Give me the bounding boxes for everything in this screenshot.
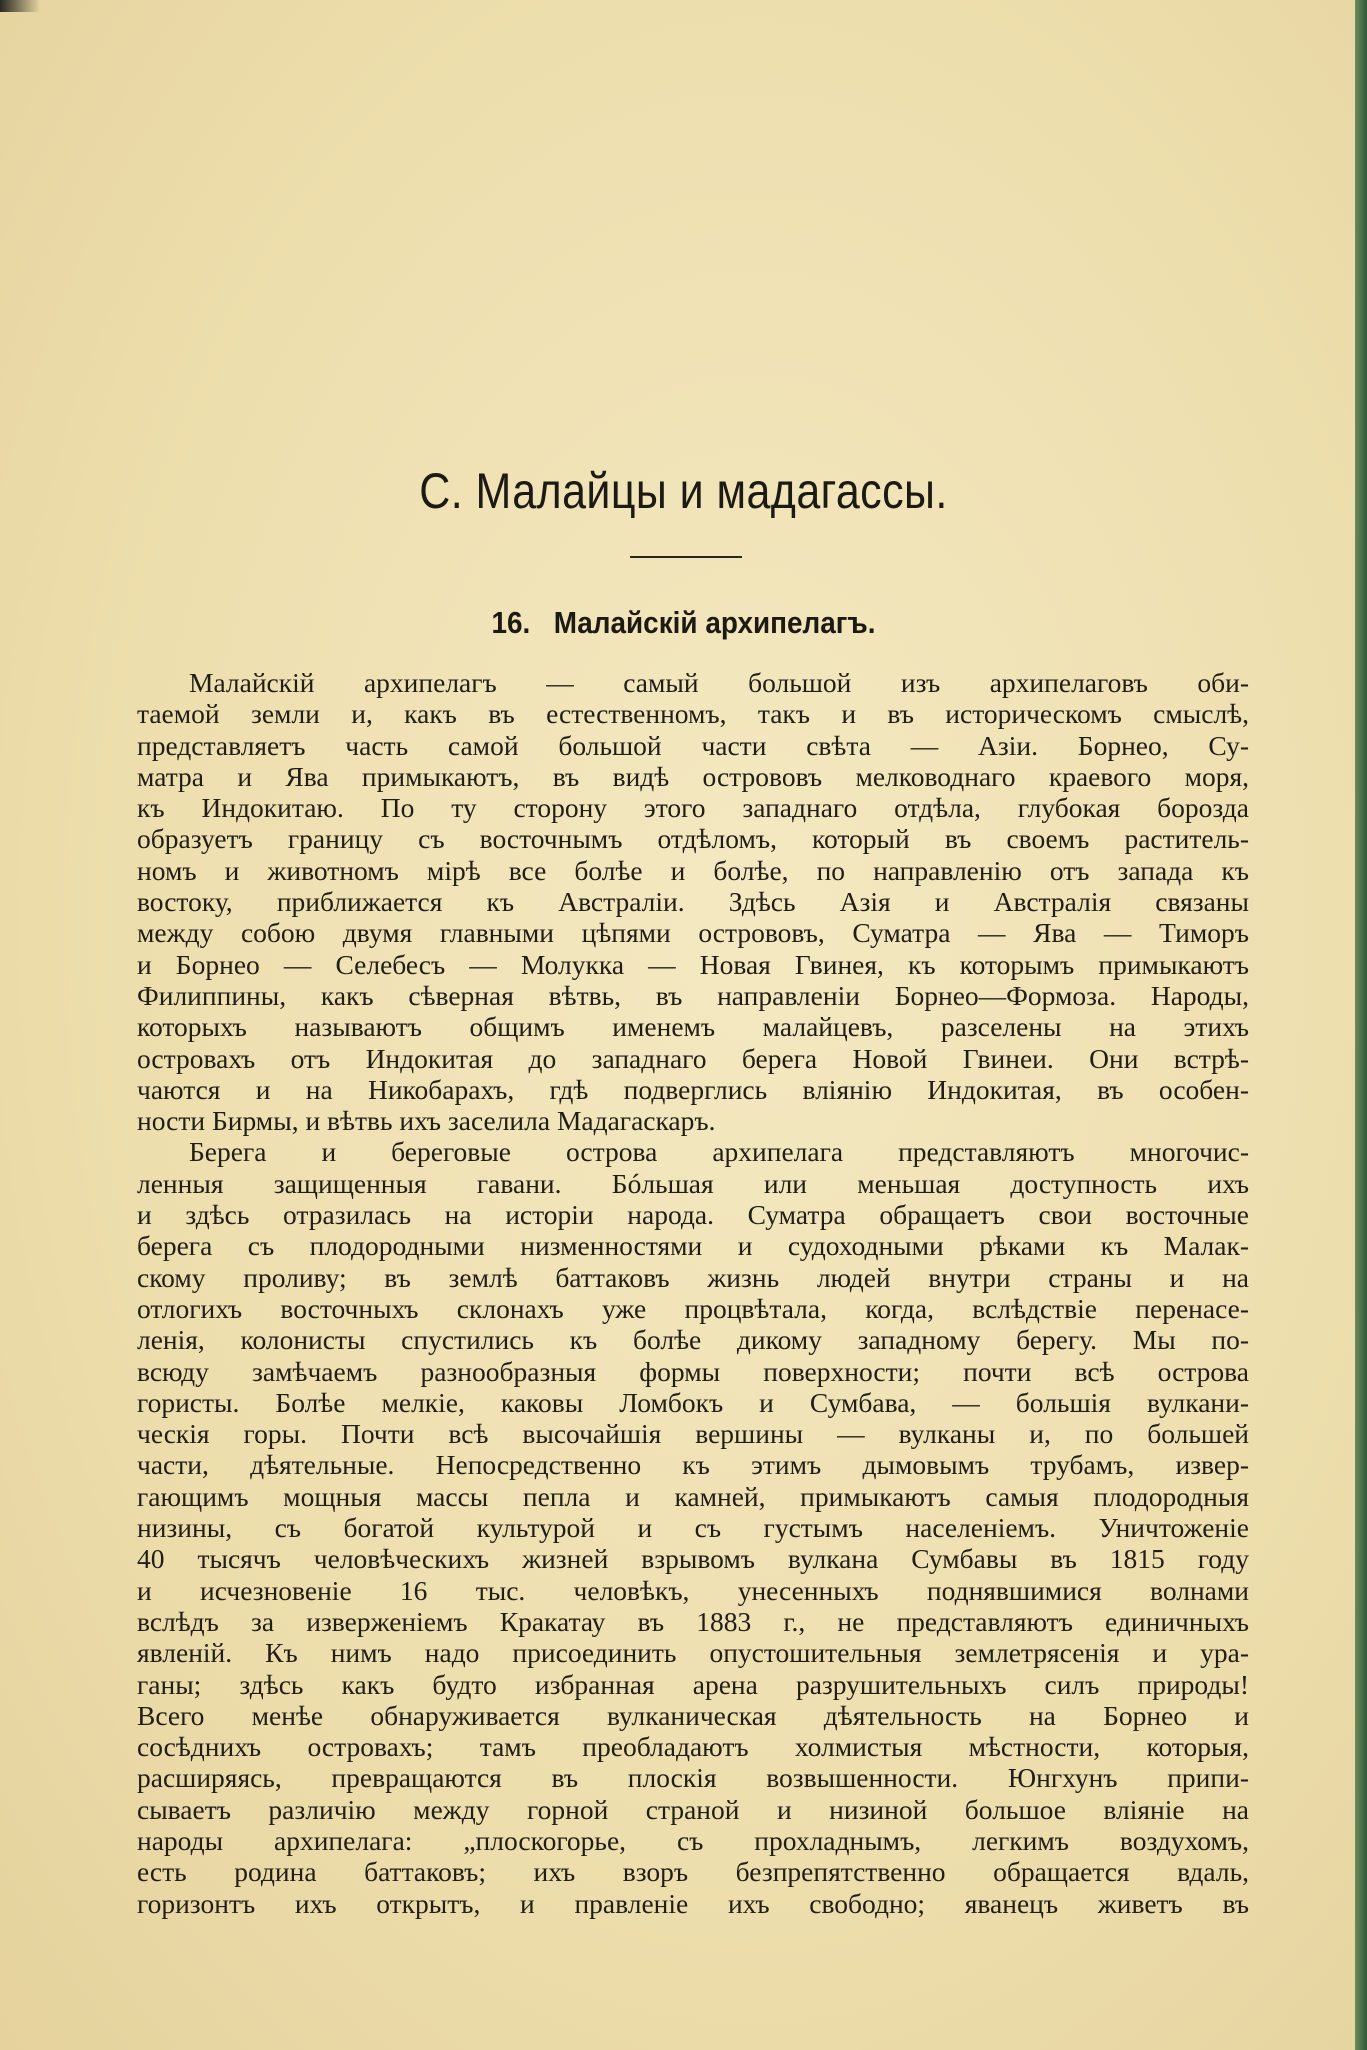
text-line: представляетъ часть самой большой части свѣта — Азiи. Борнео, Су- xyxy=(137,729,1249,761)
text-line: вслѣдъ за изверженiемъ Кракатау въ 1883 г., не представляютъ единичныхъ xyxy=(137,1605,1249,1637)
text-line: ленныя защищенныя гавани. Бóльшая или меньшая доступность ихъ xyxy=(137,1167,1249,1199)
text-line: чаются и на Никобарахъ, гдѣ подверглись влiянiю Индокитая, въ особен- xyxy=(137,1073,1249,1105)
paragraph-1 xyxy=(137,667,1249,1136)
section-title: C. Малайцы и мадагассы. xyxy=(419,463,948,519)
text-line: расширяясь, превращаются въ плоскiя возвышенности. Юнгхунъ припи- xyxy=(137,1762,1249,1794)
text-line: ганы; здѣсь какъ будто избранная арена разрушительныхъ силъ природы! xyxy=(137,1668,1249,1700)
paragraph-2 xyxy=(137,1136,1249,1918)
text-line: Малайскiй архипелагъ — самый большой изъ архипелаговъ оби- xyxy=(189,667,1249,698)
text-line: берега съ плодородными низменностями и судоходными рѣками къ Малак- xyxy=(137,1230,1249,1262)
text-line: сываетъ различiю между горной страной и низиной большое влiянiе на xyxy=(137,1793,1249,1825)
text-line: горизонтъ ихъ открытъ, и правленiе ихъ свободно; яванецъ живетъ въ xyxy=(137,1887,1249,1919)
text-line: части, дѣятельные. Непосредственно къ этимъ дымовымъ трубамъ, извер- xyxy=(137,1449,1249,1481)
text-line: Всего менѣе обнаруживается вулканическая дѣятельность на Борнео и xyxy=(137,1699,1249,1731)
text-line: и Борнео — Селебесъ — Молукка — Новая Гвинея, къ которымъ примыкаютъ xyxy=(137,948,1249,980)
text-line: гористы. Болѣе мелкiе, каковы Ломбокъ и Сумбава, — большiя вулкани- xyxy=(137,1386,1249,1418)
text-line: ческiя горы. Почти всѣ высочайшiя вершины — вулканы и, по большей xyxy=(137,1418,1249,1450)
text-line: отлогихъ восточныхъ склонахъ уже процвѣтала, когда, вслѣдствiе перенасе- xyxy=(137,1292,1249,1324)
text-line: номъ и животномъ мiрѣ все болѣе и болѣе, по направленiю отъ запада къ xyxy=(137,854,1249,886)
text-line: скому проливу; въ землѣ баттаковъ жизнь людей внутри страны и на xyxy=(137,1261,1249,1293)
text-line: между собою двумя главными цѣпями острововъ, Суматра — Ява — Тиморъ xyxy=(137,917,1249,949)
text-line: всюду замѣчаемъ разнообразныя формы поверхности; почти всѣ острова xyxy=(137,1355,1249,1387)
text-line: образуетъ границу съ восточнымъ отдѣломъ, который въ своемъ раститель- xyxy=(137,823,1249,855)
text-line: востоку, приближается къ Австралiи. Здѣсь Азiя и Австралiя связаны xyxy=(137,886,1249,918)
text-line: 40 тысячъ человѣческихъ жизней взрывомъ вулкана Сумбавы въ 1815 году xyxy=(137,1543,1249,1575)
text-line: сосѣднихъ островахъ; тамъ преобладаютъ холмистыя мѣстности, которыя, xyxy=(137,1731,1249,1763)
scan-binding-edge xyxy=(1355,0,1367,2050)
text-line: есть родина баттаковъ; ихъ взоръ безпрепятственно обращается вдаль, xyxy=(137,1856,1249,1888)
text-line: гающимъ мощныя массы пепла и камней, примыкаютъ самыя плодородныя xyxy=(137,1480,1249,1512)
text-line: низины, съ богатой культурой и съ густымъ населенiемъ. Уничтоженiе xyxy=(137,1512,1249,1544)
scan-corner-shadow xyxy=(0,0,40,12)
text-line: матра и Ява примыкаютъ, въ видѣ острововъ мелководнаго краевого моря, xyxy=(137,760,1249,792)
text-line: которыхъ называютъ общимъ именемъ малайцевъ, разселены на этихъ xyxy=(137,1011,1249,1043)
text-line: и исчезновенiе 16 тыс. человѣкъ, унесенныхъ поднявшимися волнами xyxy=(137,1574,1249,1606)
body-text xyxy=(137,667,1249,1919)
text-line: таемой земли и, какъ въ естественномъ, такъ и въ историческомъ смыслѣ, xyxy=(137,698,1249,730)
text-line: и здѣсь отразилась на исторiи народа. Суматра обращаетъ свои восточные xyxy=(137,1199,1249,1231)
text-line: островахъ отъ Индокитая до западнаго берега Новой Гвинеи. Они встрѣ- xyxy=(137,1042,1249,1074)
chapter-number: 16. xyxy=(491,605,531,640)
text-line: ности Бирмы, и вѣтвь ихъ заселила Мадагаскаръ. xyxy=(137,1105,716,1137)
text-line: Берега и береговые острова архипелага представляютъ многочис- xyxy=(189,1136,1249,1168)
title-divider xyxy=(630,556,742,558)
text-line: къ Индокитаю. По ту сторону этого западнаго отдѣла, глубокая борозда xyxy=(137,792,1249,824)
chapter-title: Малайскiй архипелагъ. xyxy=(553,605,876,640)
text-line: народы архипелага: „плоскогорье, съ прохладнымъ, легкимъ воздухомъ, xyxy=(137,1824,1249,1856)
text-line: явленiй. Къ нимъ надо присоединить опустошительныя землетрясенiя и ура- xyxy=(137,1637,1249,1669)
text-line: ленiя, колонисты спустились къ болѣе дикому западному берегу. Мы по- xyxy=(137,1324,1249,1356)
chapter-heading xyxy=(68,605,1298,641)
text-line: Филиппины, какъ сѣверная вѣтвь, въ направленiи Борнео—Формоза. Народы, xyxy=(137,979,1249,1011)
